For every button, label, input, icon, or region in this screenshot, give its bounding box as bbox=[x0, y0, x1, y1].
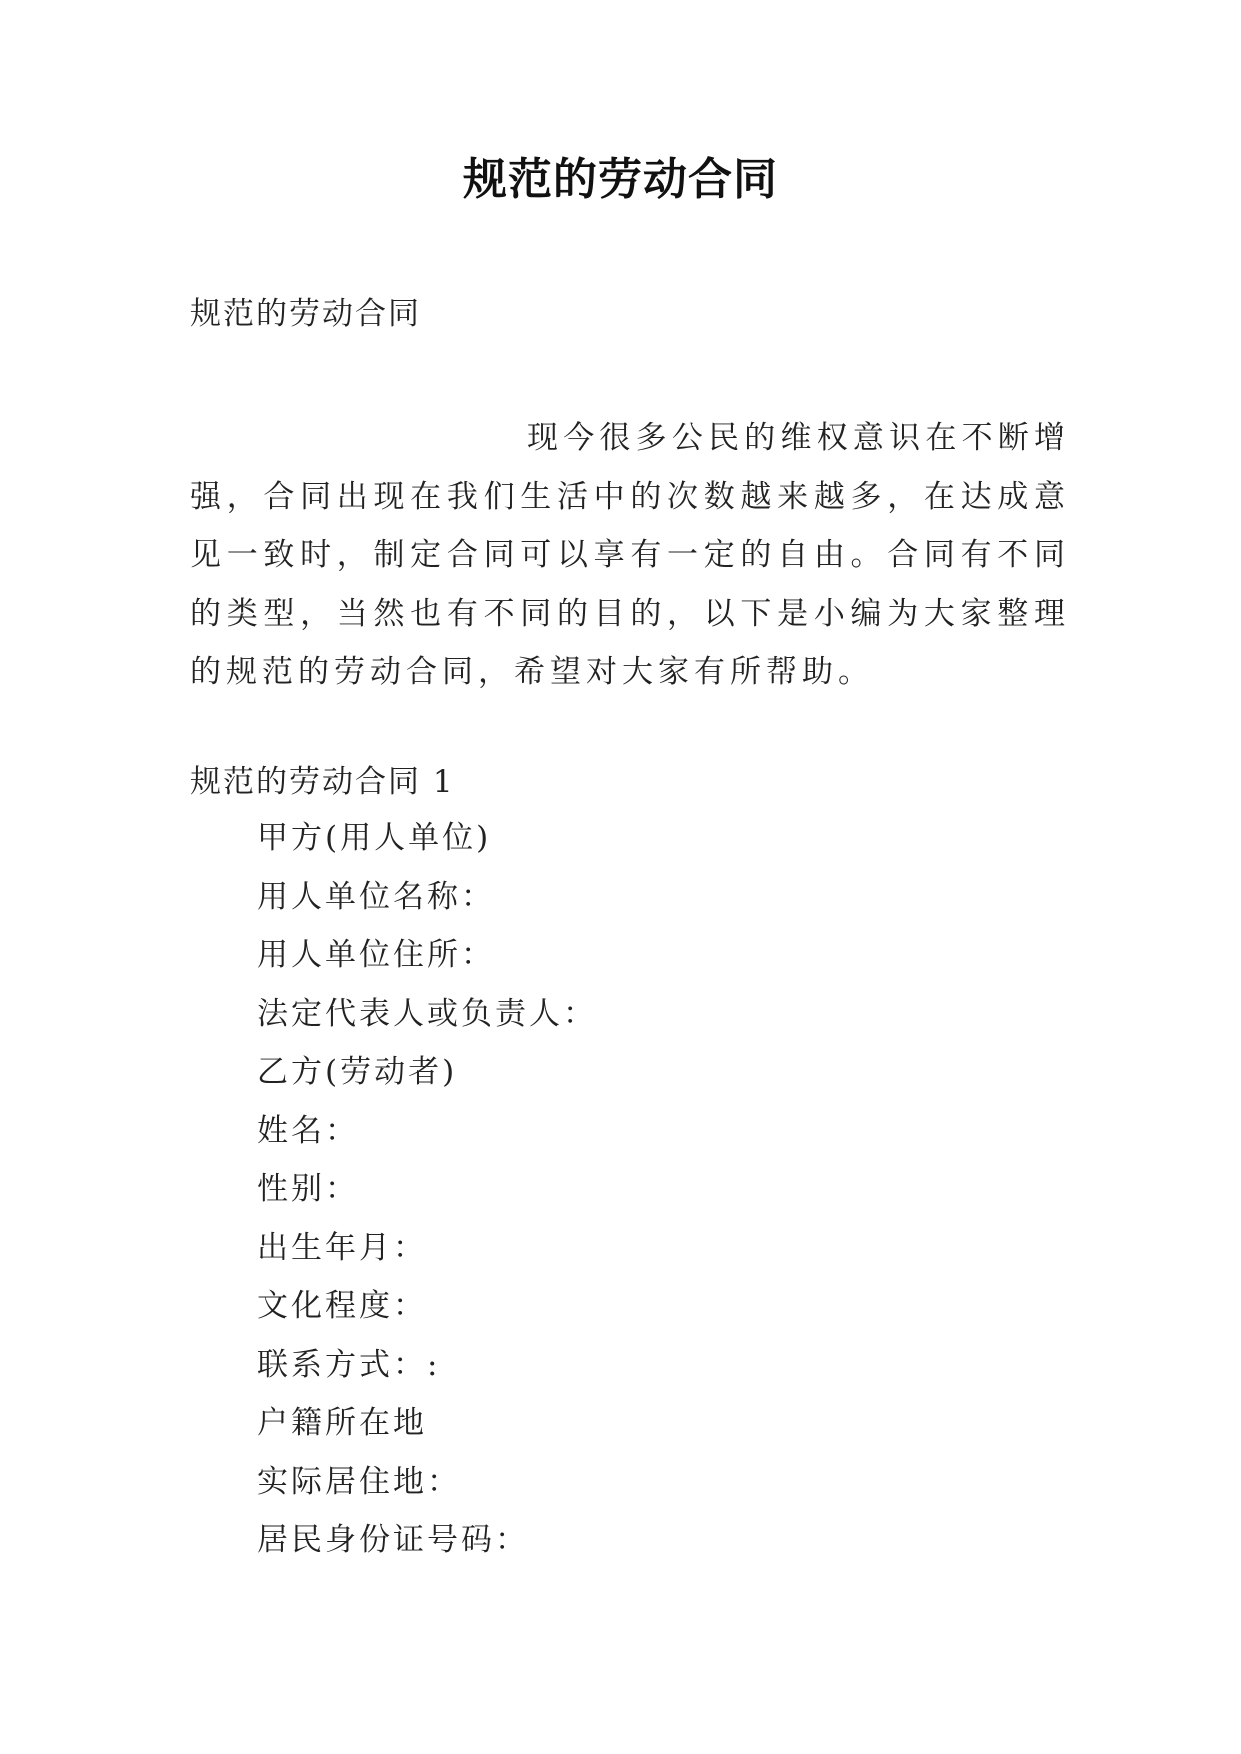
field-employer-address: 用人单位住所： bbox=[257, 937, 495, 973]
document-subtitle: 规范的劳动合同 bbox=[190, 296, 421, 332]
field-birth-date: 出生年月： bbox=[257, 1229, 427, 1266]
field-gender: 性别： bbox=[257, 1171, 359, 1207]
field-contact: 联系方式：: bbox=[257, 1346, 441, 1383]
section-heading: 规范的劳动合同 1 bbox=[190, 764, 455, 800]
contract-field-list bbox=[257, 816, 597, 1577]
field-residence: 实际居住地： bbox=[257, 1463, 461, 1500]
field-household-registration: 户籍所在地 bbox=[257, 1405, 427, 1441]
document-title: 规范的劳动合同 bbox=[463, 154, 778, 205]
field-name: 姓名： bbox=[257, 1112, 359, 1149]
field-employer-name: 用人单位名称： bbox=[257, 878, 495, 915]
field-employee-heading: 乙方(劳动者) bbox=[257, 1054, 458, 1090]
field-education: 文化程度： bbox=[257, 1288, 427, 1324]
intro-paragraph: 现今很多公民的维权意识在不断增强，合同出现在我们生活中的次数越来越多，在达成意见一致时，制定合同可以享有一定的自由。合同有不同的类型，当然也有不同的目的，以下是小编为大家整理的规范的劳动合同，希望对大家有所帮助。 bbox=[190, 420, 1070, 690]
field-id-number: 居民身份证号码： bbox=[257, 1522, 529, 1558]
field-legal-representative: 法定代表人或负责人： bbox=[257, 995, 597, 1032]
field-employer-heading: 甲方(用人单位) bbox=[257, 820, 492, 856]
